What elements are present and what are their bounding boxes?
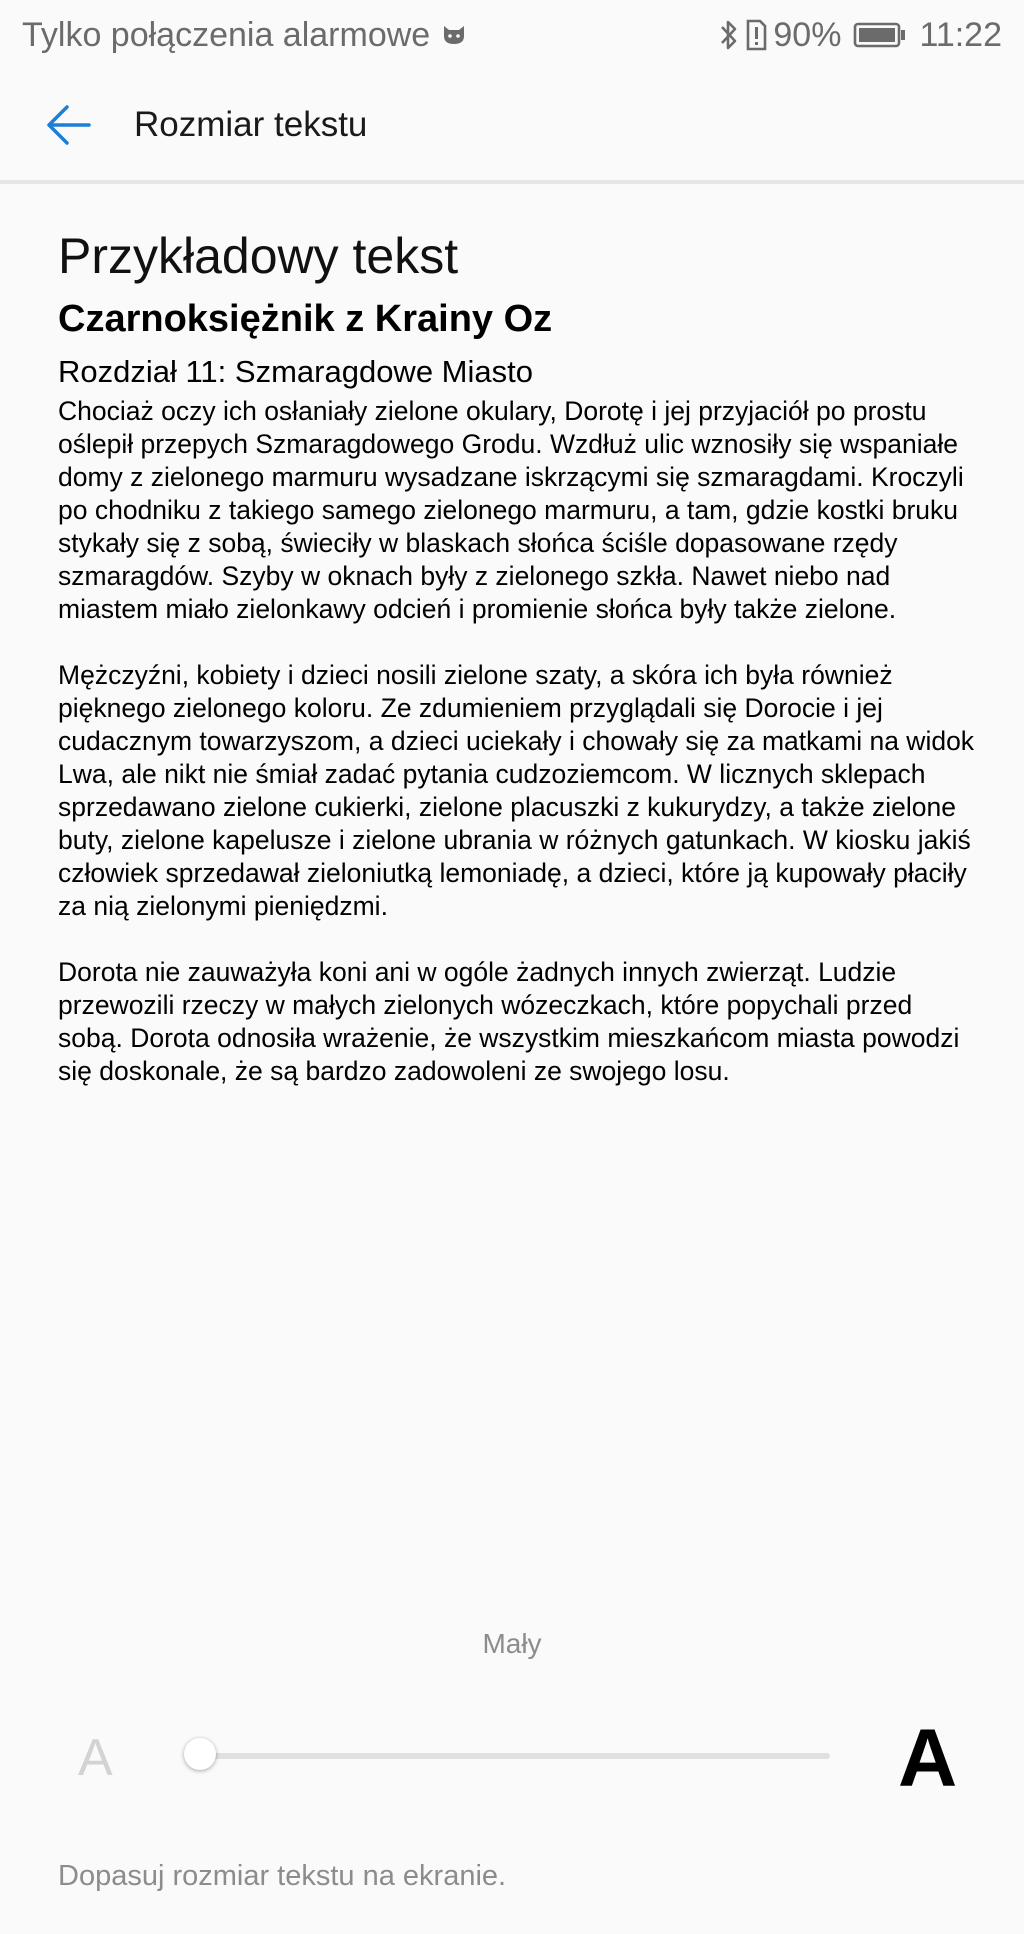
chapter-title: Rozdział 11: Szmaragdowe Miasto: [58, 354, 533, 389]
alert-icon: [745, 18, 767, 52]
status-bar: [0, 0, 1024, 70]
sample-heading: Przykładowy tekst: [58, 228, 459, 284]
battery-percent: 90%: [773, 15, 842, 54]
slider-track[interactable]: [198, 1753, 830, 1759]
status-bar-left: [0, 16, 466, 55]
clock: 11:22: [919, 15, 1002, 54]
paragraph: Dorota nie zauważyła koni ani w ogóle żadnych innych zwierząt. Ludzie przewozili rzeczy w małych zielonych wózeczkach, które popychali przed sobą. Dorota odnosiła wrażenie, że wszystkim mieszkańcom miasta powodzi się doskonale, że są bardzo zadowoleni ze swojego losu.: [58, 957, 960, 1086]
battery-icon: [853, 21, 907, 49]
preview-section: [58, 225, 978, 1121]
arrow-back-icon: [45, 103, 93, 147]
cat-icon: [442, 24, 466, 46]
toolbar-divider: [0, 180, 1024, 184]
slider-thumb[interactable]: [184, 1738, 216, 1770]
bluetooth-icon: [719, 18, 739, 52]
current-size-label: Mały: [482, 1628, 542, 1659]
toolbar: [0, 70, 1024, 180]
book-title: Czarnoksiężnik z Krainy Oz: [58, 298, 553, 340]
back-button[interactable]: [34, 90, 104, 160]
paragraph: Chociaż oczy ich osłaniały zielone okulary, Dorotę i jej przyjaciół po prostu oślepił przepych Szmaragdowego Grodu. Wzdłuż ulic wznosiły się wspaniałe domy z zielonego marmuru wysadzane iskrzącymi się szmaragdami. Kroczyli po chodniku z takiego samego zielonego marmuru, a tam, gdzie kostki bruku stykały się z sobą, świeciły w blaskach słońca ściśle dopasowane rzędy szmaragdów. Szyby w oknach były z zielonego szkła. Nawet niebo nad miastem miało zielonkawy odcień i promienie słońca były także zielone.: [58, 396, 964, 624]
carrier-text: Tylko połączenia alarmowe: [22, 15, 431, 54]
status-bar-right: [719, 16, 1024, 55]
small-text-icon[interactable]: A: [78, 1729, 113, 1787]
text-size-slider: [0, 1713, 1024, 1804]
paragraph: Mężczyźni, kobiety i dzieci nosili zielone szaty, a skóra ich była również pięknego zielonego koloru. Ze zdumieniem przyglądali się Dorocie i jej cudacznym towarzyszom, a dzieci uciekały i chowały się za matkami na widok Lwa, ale nikt nie śmiał zadać pytania cudzoziemcom. W licznych sklepach sprzedawano zielone cukierki, zielone placuszki z kukurydzy, a także zielone buty, zielone kapelusze i zielone ubrania w różnych gatunkach. W kiosku jakiś człowiek sprzedawał zieloniutką lemoniadę, a dzieci, które ją kupowały płaciły za nią zielonymi pieniędzmi.: [58, 660, 975, 921]
large-text-icon[interactable]: A: [898, 1713, 958, 1804]
hint-text: Dopasuj rozmiar tekstu na ekranie.: [58, 1860, 507, 1892]
page-title: Rozmiar tekstu: [134, 105, 368, 144]
